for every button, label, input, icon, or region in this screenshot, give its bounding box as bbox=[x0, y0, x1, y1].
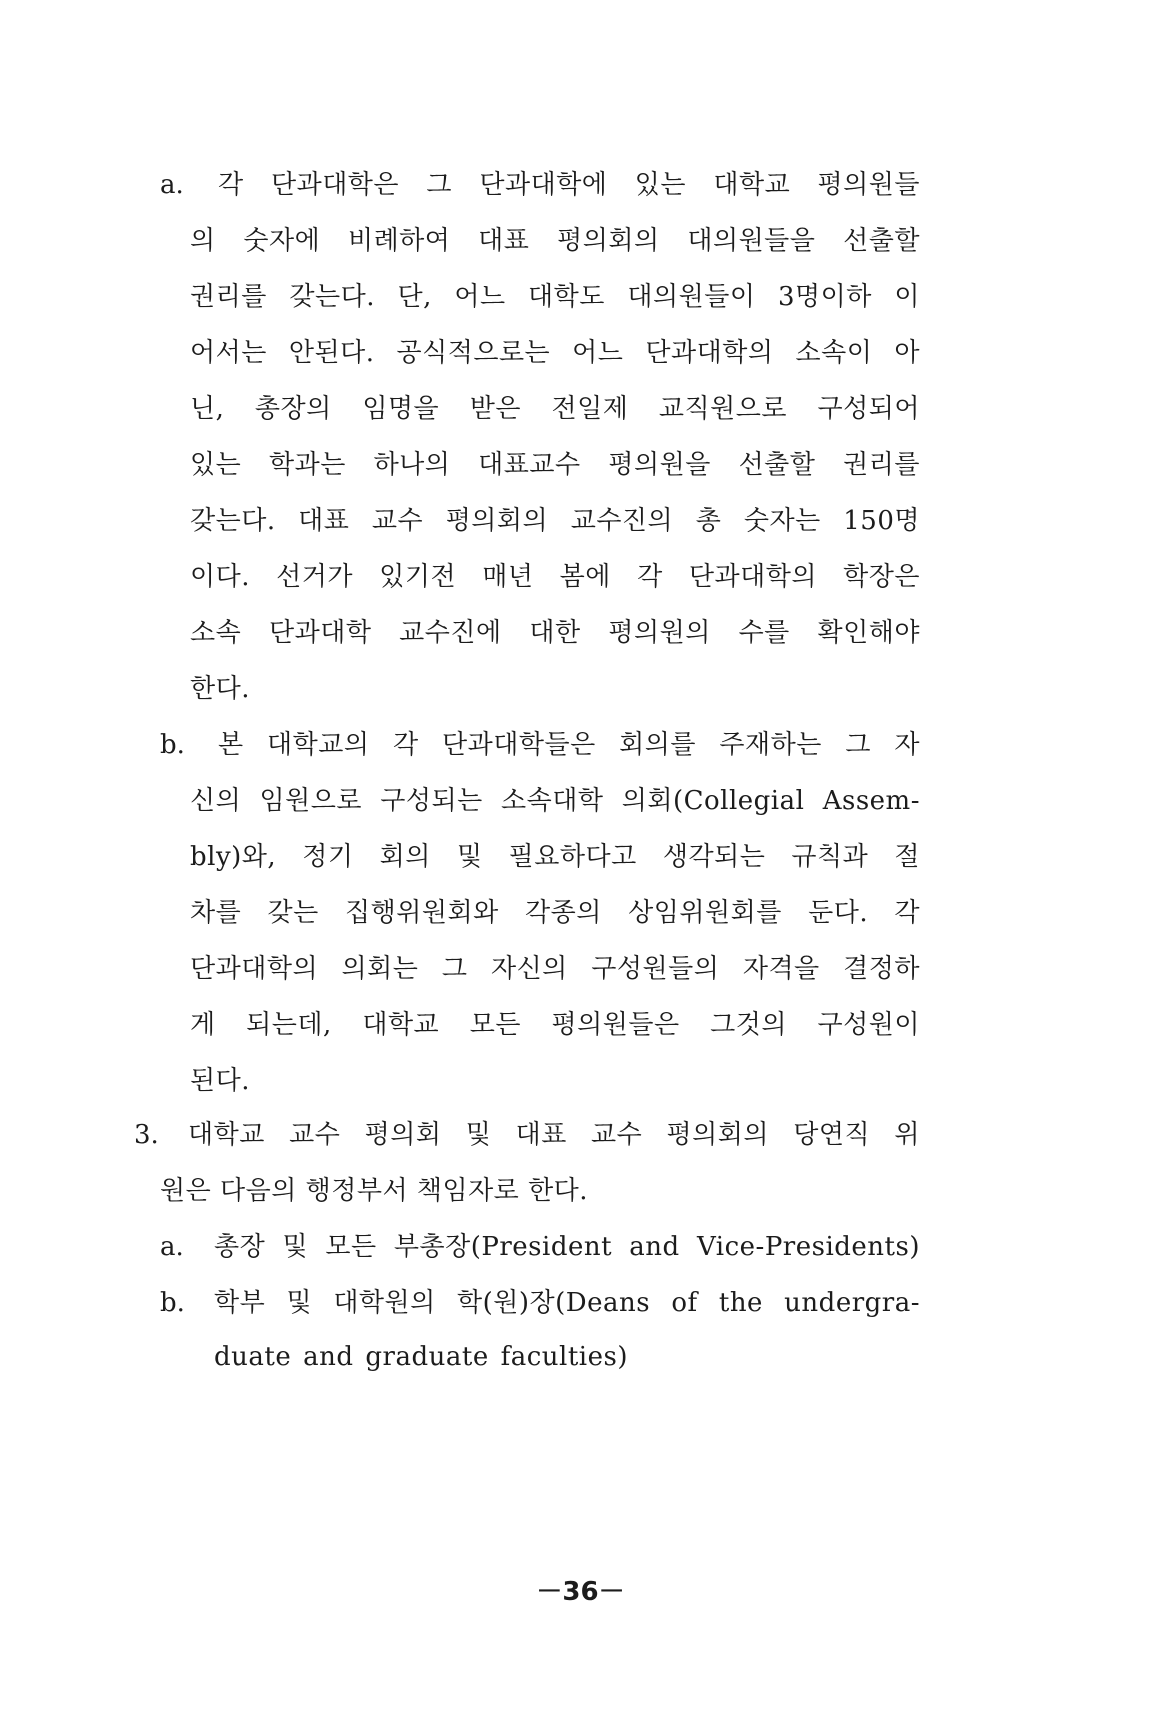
text-line: 소속 단과대학 교수진에 대한 평의원의 수를 확인해야 bbox=[190, 618, 920, 648]
text-line: 원은 다음의 행정부서 책임자로 한다. bbox=[160, 1176, 589, 1206]
item-marker: a. bbox=[160, 1232, 184, 1262]
text-line: bly)와, 정기 회의 및 필요하다고 생각되는 규칙과 절 bbox=[190, 842, 920, 872]
text-line: 대학교 교수 평의회 및 대표 교수 평의회의 당연직 위 bbox=[188, 1120, 920, 1150]
text-line: 단과대학의 의회는 그 자신의 구성원들의 자격을 결정하 bbox=[190, 954, 920, 984]
text-line: 된다. bbox=[190, 1066, 250, 1096]
text-line: 차를 갖는 집행위원회와 각종의 상임위원회를 둔다. 각 bbox=[190, 898, 920, 928]
text-line: duate and graduate faculties) bbox=[214, 1342, 628, 1372]
text-line: 닌, 총장의 임명을 받은 전일제 교직원으로 구성되어 bbox=[190, 394, 920, 424]
text-line: 의 숫자에 비례하여 대표 평의회의 대의원들을 선출할 bbox=[190, 226, 920, 256]
text-line: 있는 학과는 하나의 대표교수 평의원을 선출할 권리를 bbox=[190, 450, 920, 480]
item-marker: b. bbox=[160, 730, 185, 760]
text-line: 총장 및 모든 부총장(President and Vice-Presidents) bbox=[214, 1232, 920, 1262]
page-number: －36－ bbox=[536, 1577, 625, 1607]
section-marker: 3. bbox=[134, 1120, 159, 1150]
text-line: 본 대학교의 각 단과대학들은 회의를 주재하는 그 자 bbox=[218, 730, 920, 760]
text-line: 신의 임원으로 구성되는 소속대학 의회(Collegial Assem- bbox=[190, 786, 920, 816]
text-line: 학부 및 대학원의 학(원)장(Deans of the undergra- bbox=[214, 1288, 920, 1318]
text-line: 권리를 갖는다. 단, 어느 대학도 대의원들이 3명이하 이 bbox=[190, 282, 920, 312]
text-line: 어서는 안된다. 공식적으로는 어느 단과대학의 소속이 아 bbox=[190, 338, 920, 368]
item-marker: b. bbox=[160, 1288, 185, 1318]
text-line: 게 되는데, 대학교 모든 평의원들은 그것의 구성원이 bbox=[190, 1010, 920, 1040]
text-line: 한다. bbox=[190, 674, 250, 704]
text-line: 이다. 선거가 있기전 매년 봄에 각 단과대학의 학장은 bbox=[190, 562, 920, 592]
item-marker: a. bbox=[160, 170, 184, 200]
text-line: 갖는다. 대표 교수 평의회의 교수진의 총 숫자는 150명 bbox=[190, 506, 920, 536]
text-line: 각 단과대학은 그 단과대학에 있는 대학교 평의원들 bbox=[218, 170, 920, 200]
